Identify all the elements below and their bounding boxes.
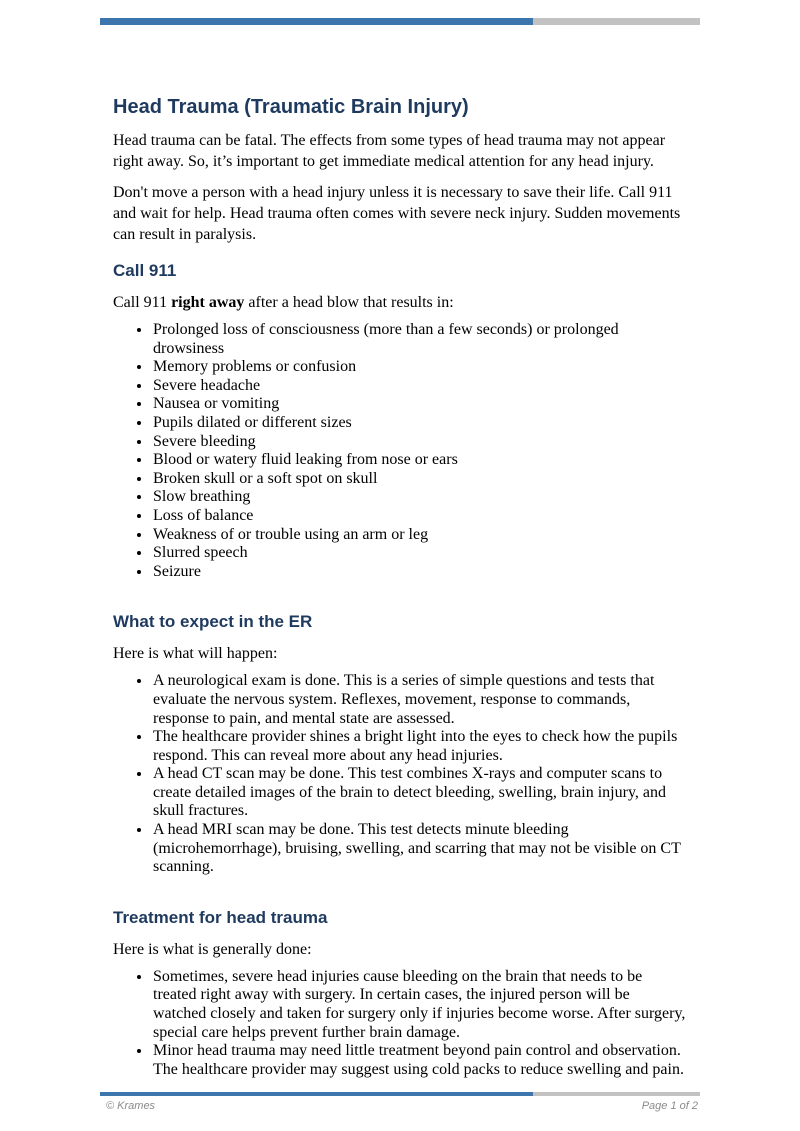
bullet-item: • Sometimes, severe head injuries cause bleeding on the brain that needs to be treated right away with surgery. In certain cases, the injured person will be watched closely and taken for surgery only if injuries become worse. After surgery, special care helps prevent further brain damage. bbox=[152, 968, 687, 1042]
bullet-item: • Minor head trauma may need little treatment beyond pain control and observation. The healthcare provider may suggest using cold packs to reduce swelling and pain. bbox=[152, 1042, 687, 1079]
document-section bbox=[113, 907, 687, 1080]
footer-rule bbox=[100, 1092, 700, 1096]
intro-paragraph: Don't move a person with a head injury unless it is necessary to save their life. Call 911 and wait for help. Head trauma often comes with severe neck injury. Sudden movements can result in paralysis. bbox=[113, 184, 681, 243]
bullet-item: • Pupils dilated or different sizes bbox=[152, 414, 687, 433]
bullet-item: • A neurological exam is done. This is a series of simple questions and tests that evaluate the nervous system. Reflexes, movement, response to commands, response to pain, and mental state are assessed. bbox=[152, 672, 687, 728]
document-section bbox=[113, 260, 687, 581]
section-intro bbox=[113, 939, 687, 960]
bullet-item: • Slurred speech bbox=[152, 544, 687, 563]
section-heading: Treatment for head trauma bbox=[113, 907, 328, 927]
bullet-item: • The healthcare provider shines a bright light into the eyes to check how the pupils respond. This can reveal more about any head injuries. bbox=[152, 728, 687, 765]
copyright-text: © Krames bbox=[106, 1100, 156, 1112]
bullet-item: • Broken skull or a soft spot on skull bbox=[152, 470, 687, 489]
section-heading: Call 911 bbox=[113, 261, 177, 280]
bullet-item: • Severe headache bbox=[152, 377, 687, 396]
bullet-item: • Nausea or vomiting bbox=[152, 395, 687, 414]
intro-paragraphs bbox=[113, 130, 687, 245]
intro-text-run: Here is what will happen: bbox=[113, 645, 278, 663]
document-content bbox=[113, 0, 687, 1109]
bullet-item: • Blood or watery fluid leaking from nose or ears bbox=[152, 451, 687, 470]
page-number: Page 1 of 2 bbox=[641, 1100, 698, 1112]
document-section bbox=[113, 611, 687, 877]
bullet-item: • Slow breathing bbox=[152, 488, 687, 507]
intro-text-run: after a head blow that results in: bbox=[244, 294, 454, 311]
section-heading: What to expect in the ER bbox=[113, 612, 313, 632]
bullet-item: • Memory problems or confusion bbox=[152, 358, 687, 377]
bullet-item: • A head CT scan may be done. This test combines X-rays and computer scans to create detailed images of the brain to detect bleeding, swelling, brain injury, and skull fractures. bbox=[152, 765, 687, 821]
bullet-list bbox=[113, 968, 687, 1080]
bullet-item: • Loss of balance bbox=[152, 507, 687, 526]
intro-text-run: Call 911 bbox=[113, 294, 172, 311]
footer bbox=[100, 1098, 700, 1112]
bullet-item: • Severe bleeding bbox=[152, 433, 687, 452]
sections-container bbox=[113, 260, 687, 1079]
intro-text-run: Here is what is generally done: bbox=[113, 940, 312, 958]
bullet-item: • A head MRI scan may be done. This test detects minute bleeding (microhemorrhage), bruising, swelling, and scarring that may not be visible on CT scanning. bbox=[152, 821, 687, 877]
bullet-item: • Weakness of or trouble using an arm or leg bbox=[152, 526, 687, 545]
footer-rule-gray-segment bbox=[533, 1092, 700, 1096]
bullet-list bbox=[113, 672, 687, 877]
section-intro bbox=[113, 292, 687, 313]
section-intro bbox=[113, 643, 687, 664]
intro-bold-run: right away bbox=[171, 294, 245, 311]
intro-paragraph: Head trauma can be fatal. The effects from some types of head trauma may not appear right away. So, it’s important to get immediate medical attention for any head injury. bbox=[113, 132, 666, 170]
page-title: Head Trauma (Traumatic Brain Injury) bbox=[113, 96, 469, 118]
bullet-item: • Seizure bbox=[152, 563, 687, 582]
bullet-list bbox=[113, 321, 687, 581]
footer-rule-blue-segment bbox=[100, 1092, 533, 1096]
bullet-item: • Prolonged loss of consciousness (more than a few seconds) or prolonged drowsiness bbox=[152, 321, 687, 358]
